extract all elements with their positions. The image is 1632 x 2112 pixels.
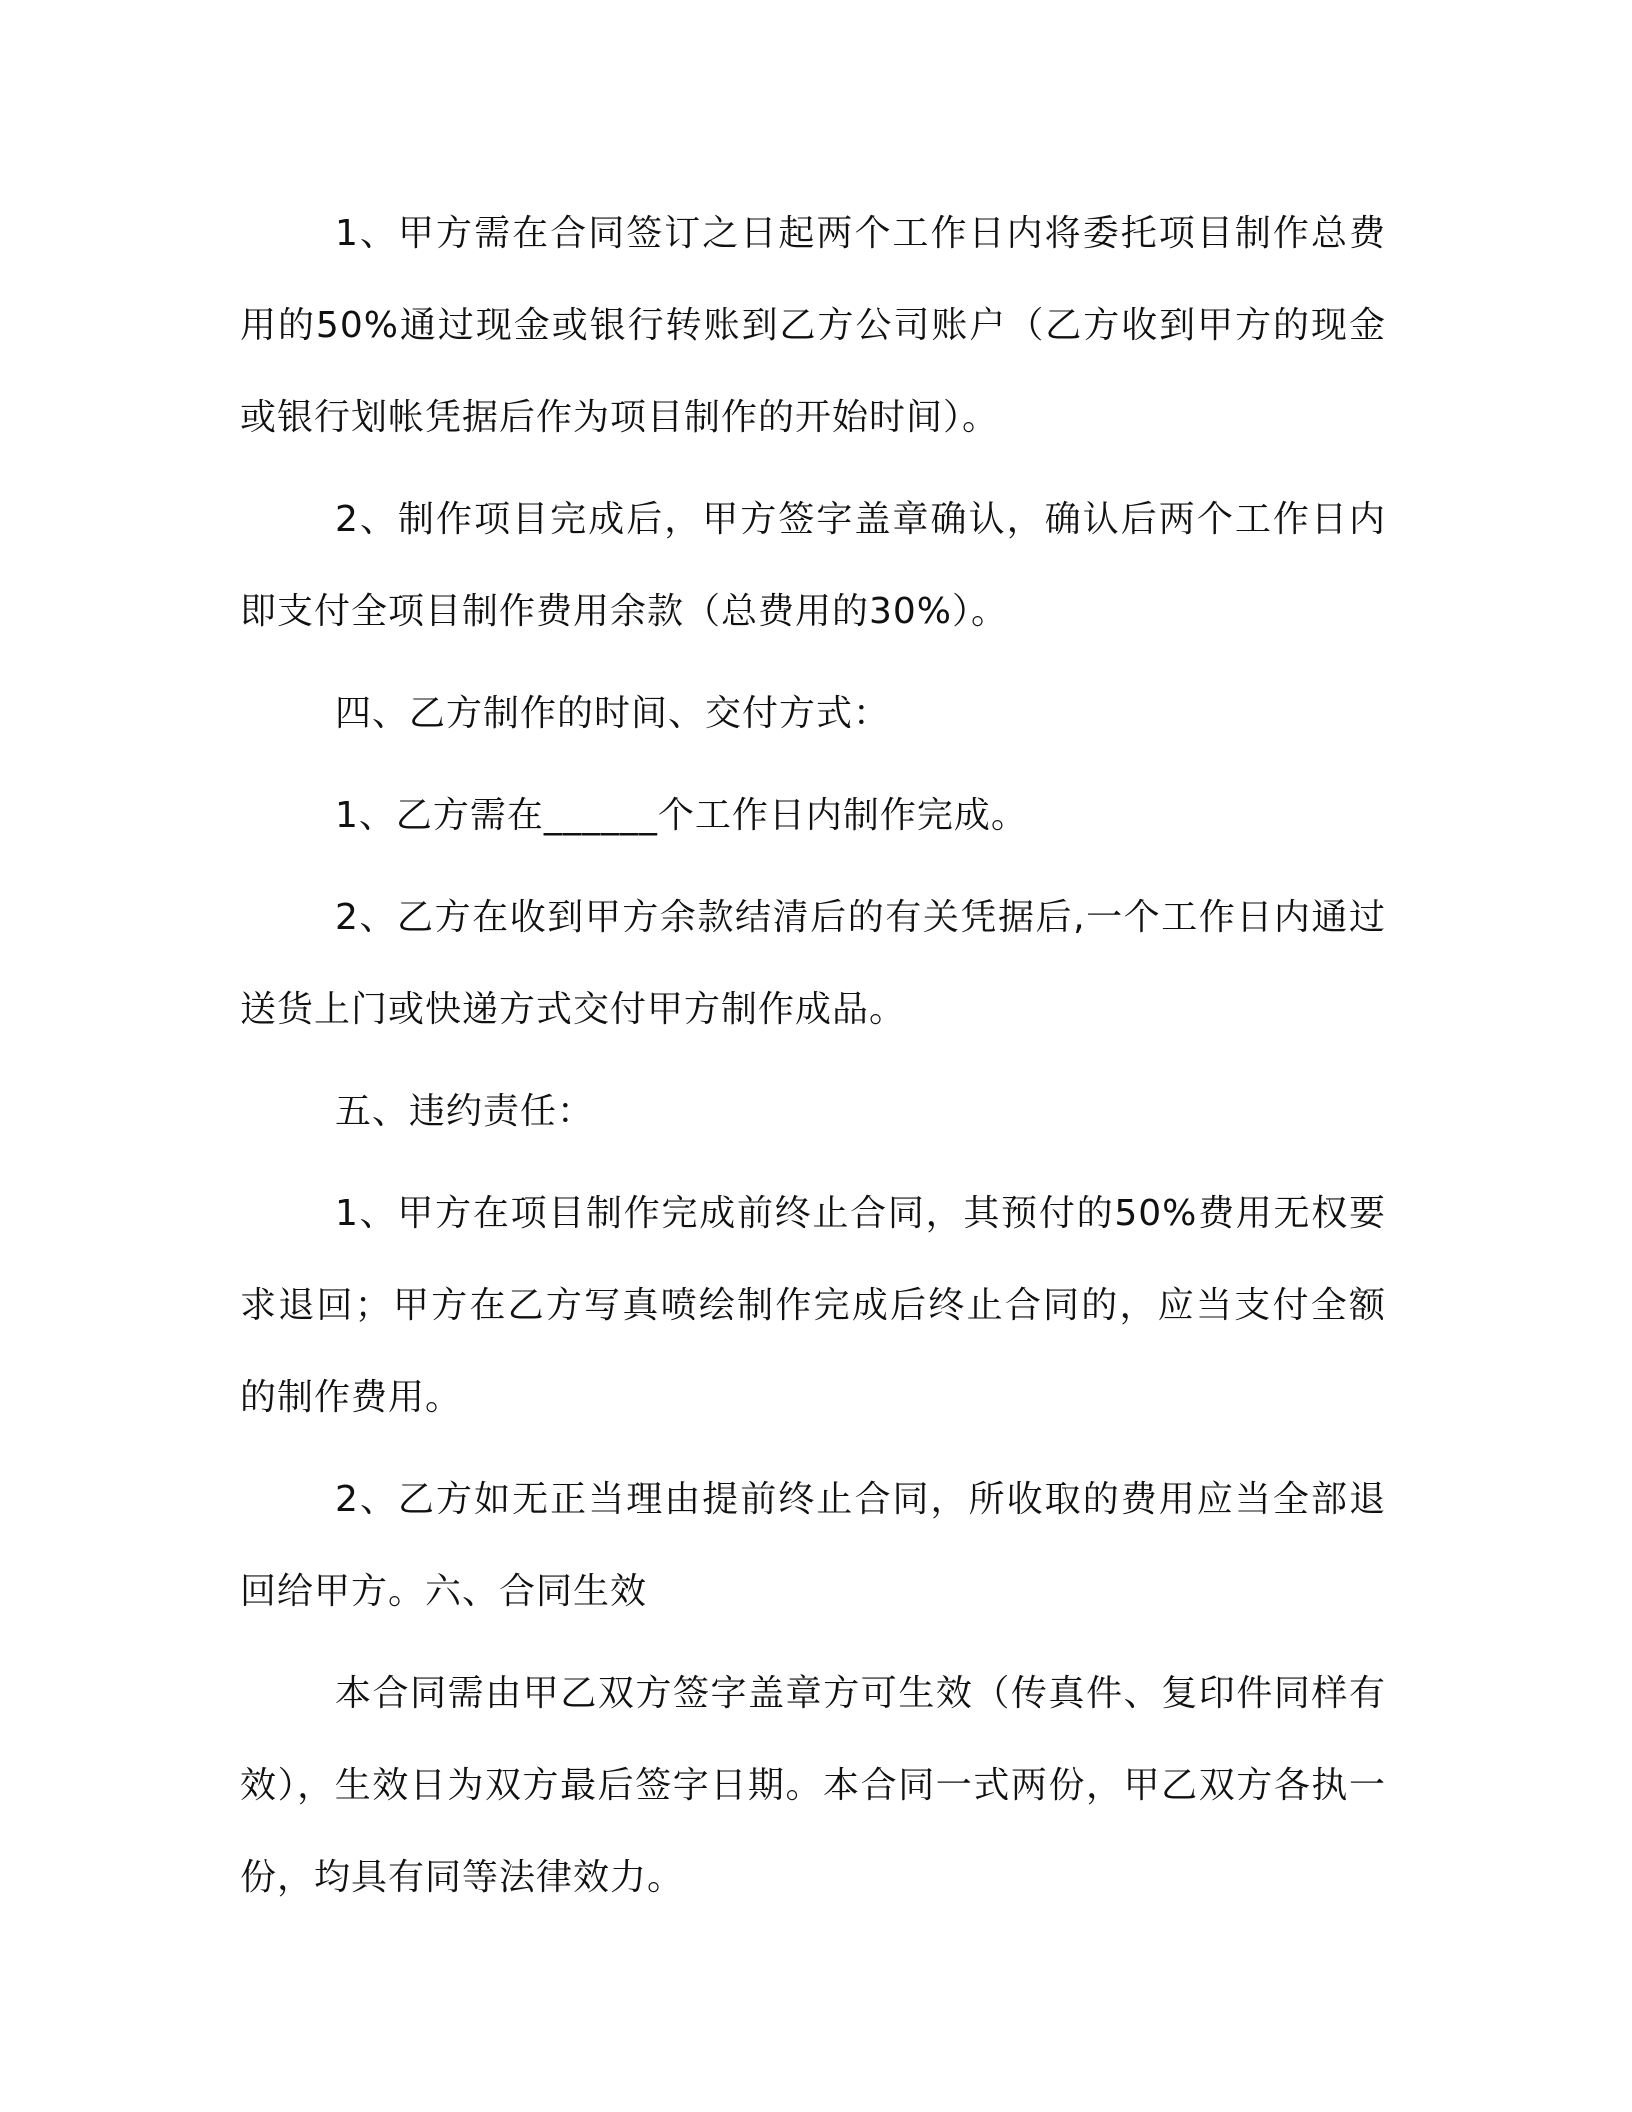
paragraph-contract-effect: 本合同需由甲乙双方签字盖章方可生效（传真件、复印件同样有效），生效日为双方最后签字日期。本合同一式两份，甲乙双方各执一份，均具有同等法律效力。 <box>240 1673 1386 1898</box>
paragraph-payment-balance: 2、制作项目完成后，甲方签字盖章确认，确认后两个工作日内即支付全项目制作费用余款（总费用的30%）。 <box>240 499 1386 632</box>
section-heading-liability: 五、违约责任： <box>335 1091 595 1132</box>
paragraph-payment-deposit: 1、甲方需在合同签订之日起两个工作日内将委托项目制作总费用的50%通过现金或银行转账到乙方公司账户（乙方收到甲方的现金或银行划帐凭据后作为项目制作的开始时间）。 <box>240 213 1386 438</box>
section-heading-delivery: 四、乙方制作的时间、交付方式： <box>335 693 891 734</box>
paragraph-delivery-method: 2、乙方在收到甲方余款结清后的有关凭据后,一个工作日内通过送货上门或快递方式交付甲方制作成品。 <box>240 897 1386 1030</box>
document-body <box>240 188 1386 1924</box>
paragraph-party-b-termination: 2、乙方如无正当理由提前终止合同，所收取的费用应当全部退回给甲方。六、合同生效 <box>240 1479 1386 1612</box>
paragraph-party-a-termination: 1、甲方在项目制作完成前终止合同，其预付的50%费用无权要求退回；甲方在乙方写真喷绘制作完成后终止合同的，应当支付全额的制作费用。 <box>240 1193 1386 1418</box>
paragraph-production-days: 1、乙方需在______个工作日内制作完成。 <box>335 795 1028 836</box>
